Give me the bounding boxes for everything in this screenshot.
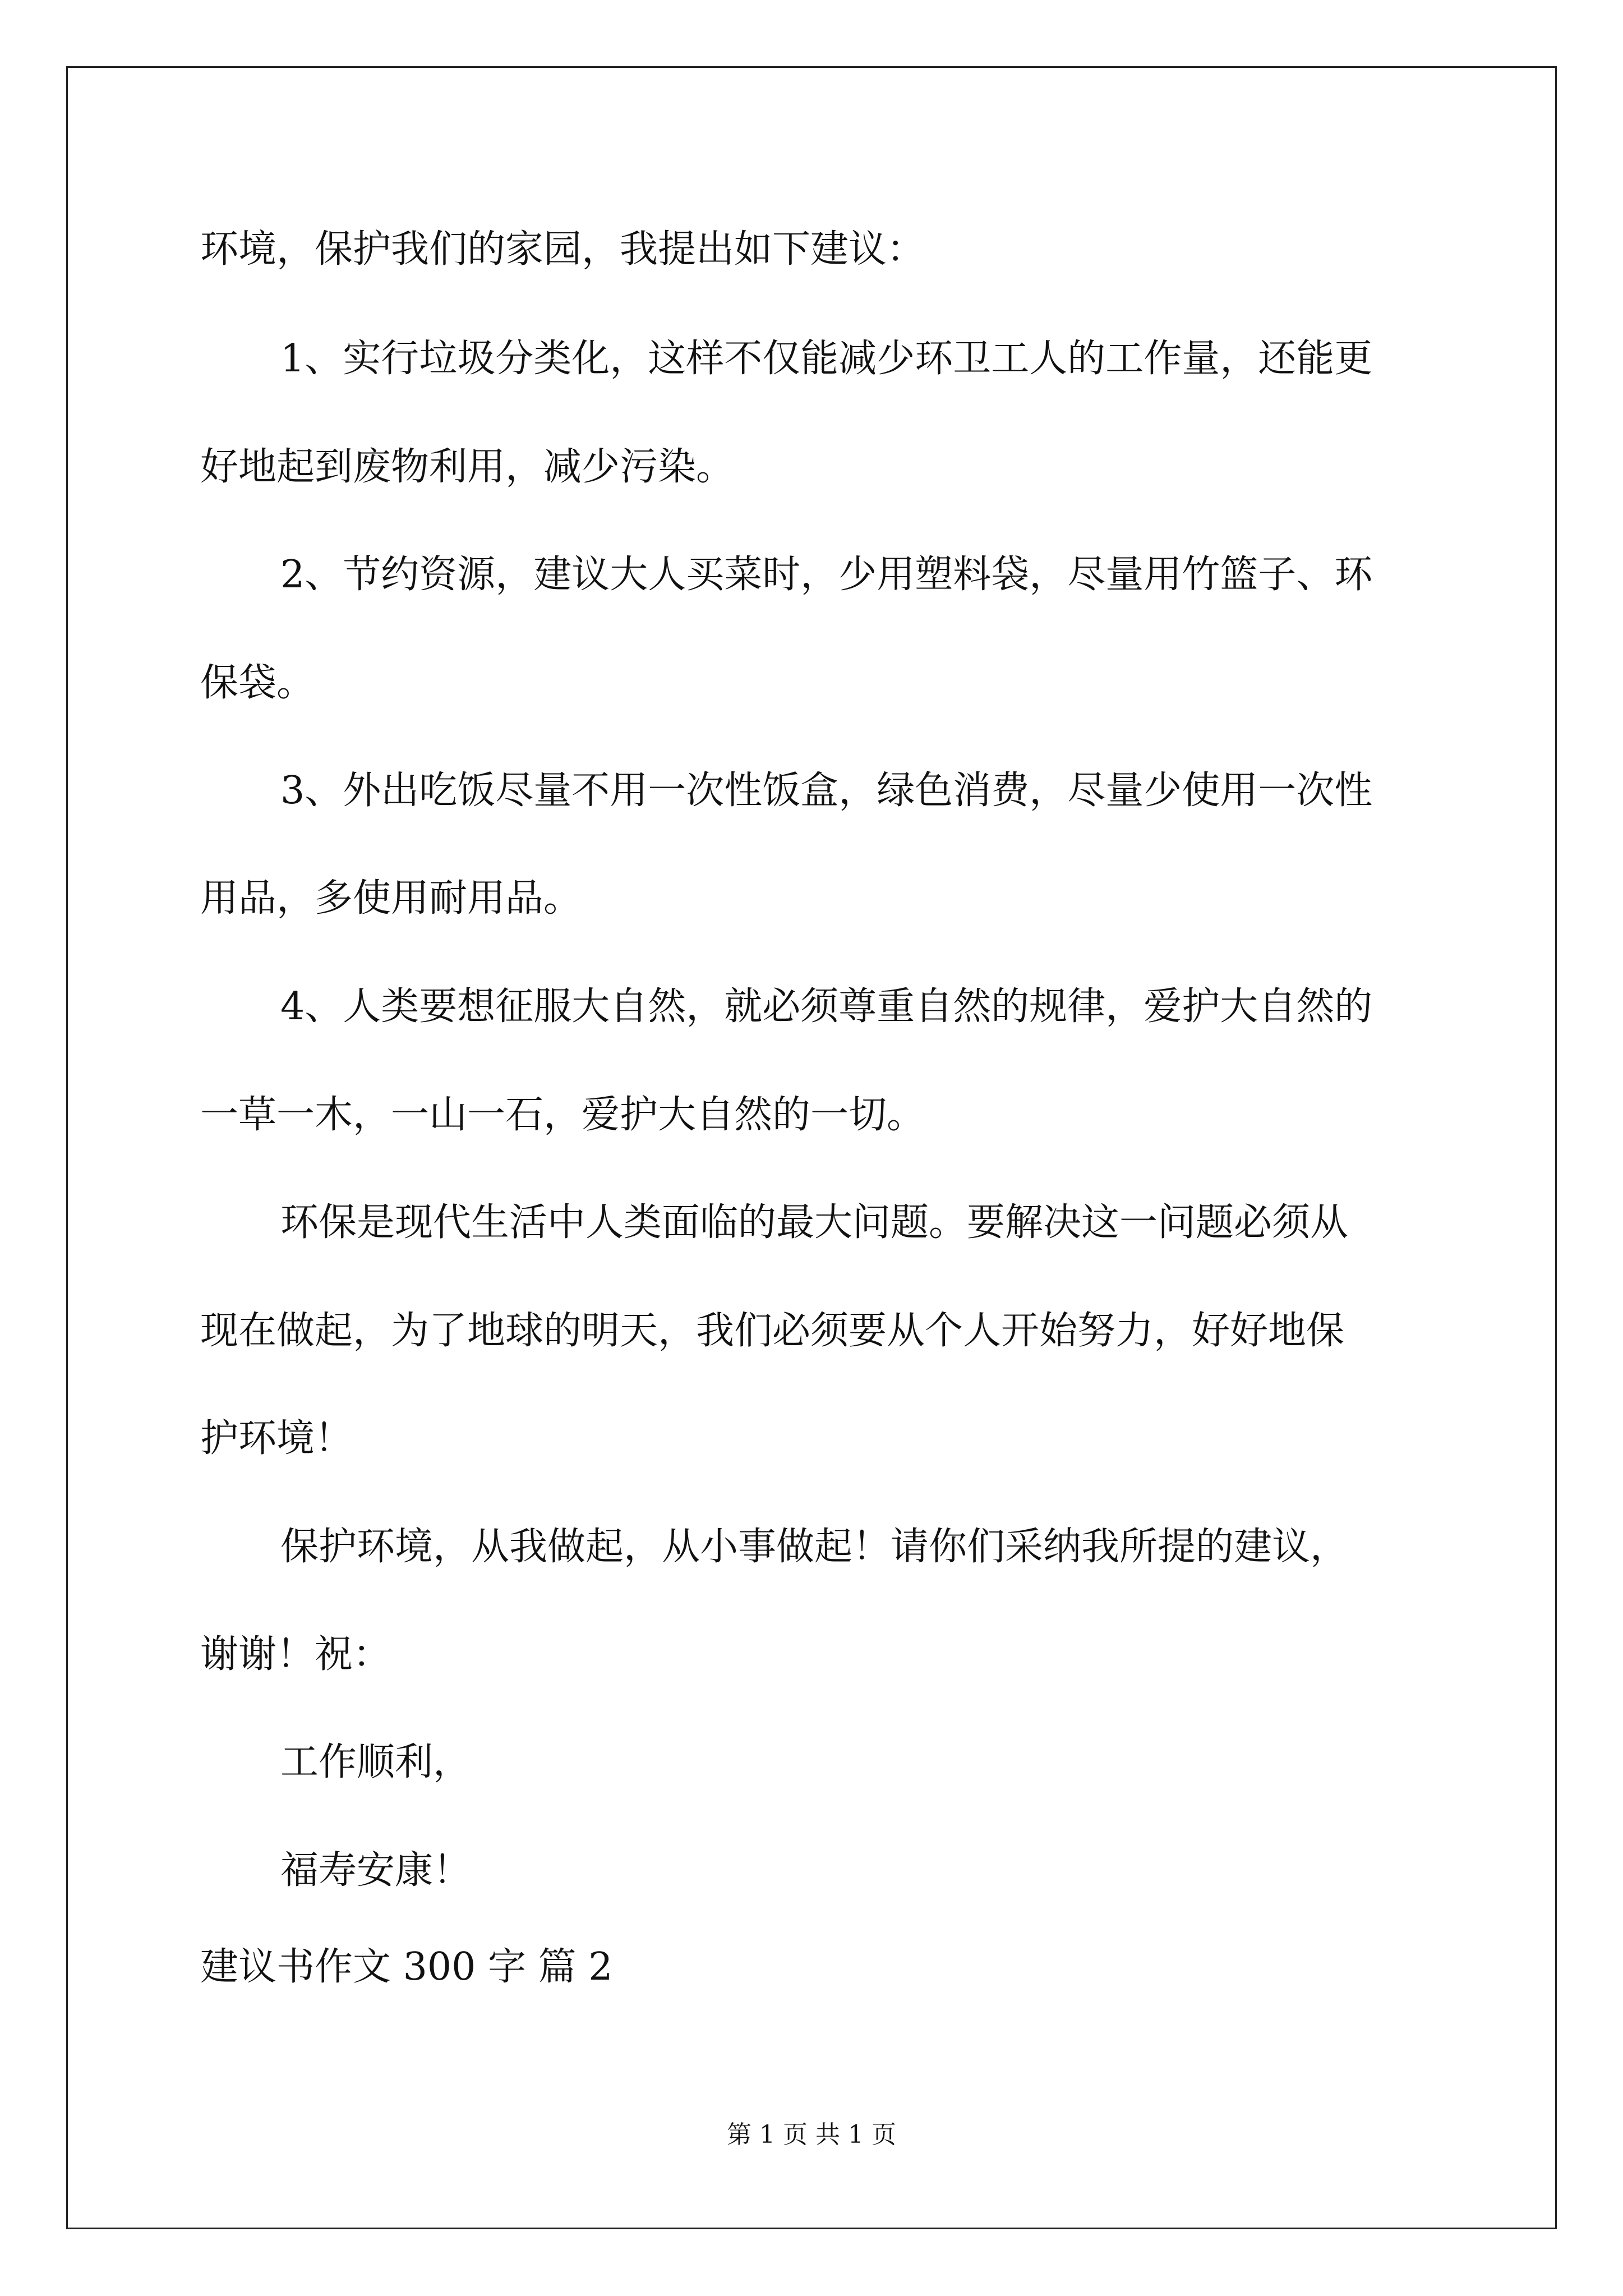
text-line-4: 2、节约资源，建议大人买菜时，少用塑料袋，尽量用竹篮子、环: [280, 553, 1373, 597]
text-line-11: 现在做起，为了地球的明天，我们必须要从个人开始努力，好好地保: [200, 1309, 1345, 1353]
page-border: [66, 66, 1557, 2229]
text-line-7: 用品，多使用耐用品。: [200, 876, 582, 921]
text-line-13: 保护环境，从我做起，从小事做起！请你们采纳我所提的建议，: [280, 1525, 1349, 1569]
text-line-3: 好地起到废物利用，减少污染。: [200, 445, 735, 489]
text-line-14: 谢谢！祝：: [200, 1632, 391, 1677]
text-line-2: 1、实行垃圾分类化，这样不仅能减少环卫工人的工作量，还能更: [280, 337, 1373, 381]
text-line-6: 3、外出吃饭尽量不用一次性饭盒，绿色消费，尽量少使用一次性: [280, 769, 1373, 813]
text-line-16: 福寿安康！: [280, 1848, 472, 1893]
text-line-1: 环境，保护我们的家园，我提出如下建议：: [200, 227, 925, 272]
text-line-9: 一草一木，一山一石，爱护大自然的一切。: [200, 1093, 925, 1137]
page-number: 第 1 页 共 1 页: [727, 2120, 896, 2149]
text-line-8: 4、人类要想征服大自然，就必须尊重自然的规律，爱护大自然的: [280, 984, 1373, 1029]
text-line-15: 工作顺利，: [280, 1740, 472, 1784]
section-heading: 建议书作文 300 字 篇 2: [200, 1945, 613, 1989]
text-line-12: 护环境！: [200, 1416, 353, 1461]
text-line-10: 环保是现代生活中人类面临的最大问题。要解决这一问题必须从: [280, 1200, 1349, 1245]
text-line-5: 保袋。: [200, 661, 315, 705]
